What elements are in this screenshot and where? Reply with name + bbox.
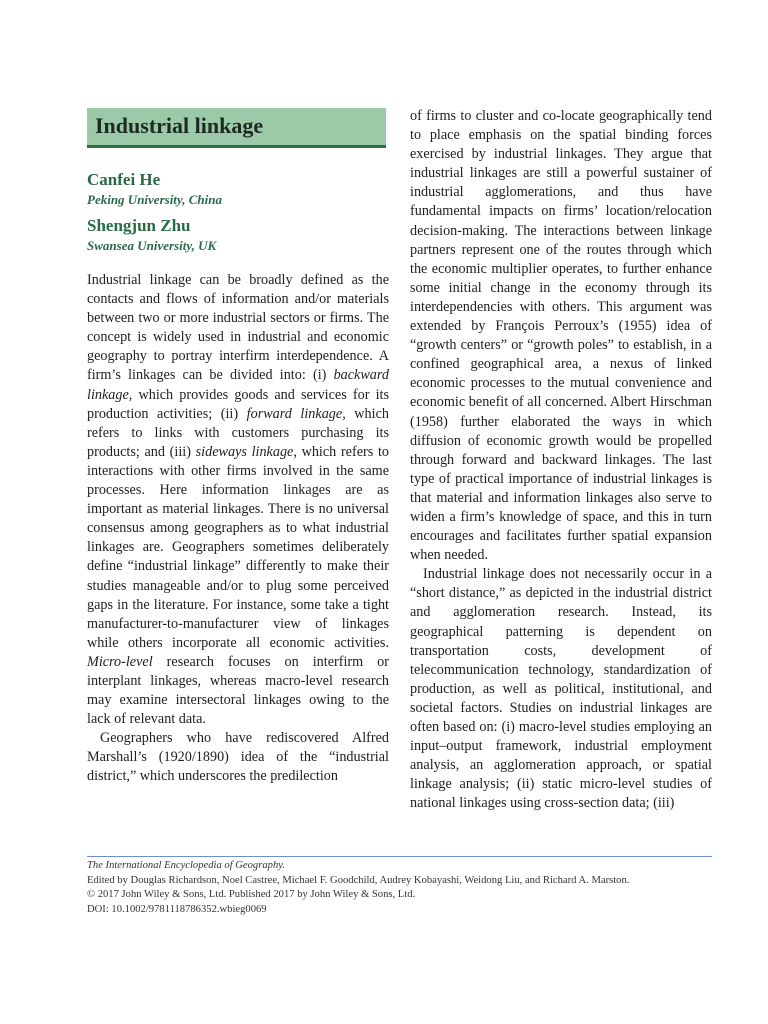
paragraph: of firms to cluster and co-locate geographically tend to place emphasis on the spatial binding forces exercised by industrial linkages. They argue that industrial linkages are still a powerful sustainer of industrial agglomerations, and thus have fundamental impacts on firms’ location/relocation decision-making. The interactions between linkage partners represent one of the routes through which the economic multiplier operates, to further enhance some initial change in the economy through its interdependencies with others. This argument was extended by François Perroux’s (1955) idea of “growth centers” or “growth poles” to establish, in a confined geographical area, a nexus of linked economic processes to the mutual convenience and economic benefit of all concerned. Albert Hirschman (1958) further elaborated the ways in which diffusion of economic growth would be propelled through forward and backward linkages. The last type of practical importance of industrial linkages is that material and information linkages also serve to widen a firm’s knowledge of space, and this in turn encourages and facilitates further spatial expansion when needed. — [410, 108, 712, 564]
text-run: , which refers to links with customers purchasing its products; and (iii) — [87, 405, 389, 460]
text-run: , which refers to interactions with other firms involved in the same processes. Here information linkages are as important as material linkages. There is no universal consensus among geographers as to what industrial linkages are. Geographers sometimes deliberately define “industrial linkage” differently to make their studies manageable and/or to plug some perceived gaps in the literature. For instance, some take a tight manufacturer-to-manufacturer view of linkages while others incorporate all economic activities. — [87, 443, 389, 651]
emphasis: backward linkage — [87, 367, 389, 403]
left-column — [87, 271, 389, 787]
author-name: Canfei He — [87, 170, 161, 189]
paragraph — [87, 271, 389, 729]
article-title: Industrial linkage — [95, 113, 264, 138]
author-affiliation: Swansea University, UK — [87, 238, 217, 253]
footer-line: Edited by Douglas Richardson, Noel Castree, Michael F. Goodchild, Audrey Kobayashi, Weidong Liu, and Richard A. Marston. — [87, 874, 630, 886]
emphasis: Micro-level — [87, 653, 153, 670]
author-name: Shengjun Zhu — [87, 216, 191, 235]
paragraph: Industrial linkage does not necessarily occur in a “short distance,” as depicted in the industrial district and agglomeration research. Instead, its geographical patterning is dependent on transportation costs, development of telecommunication technology, standardization of production, as well as political, institutional, and societal factors. Studies on industrial linkages are often based on: (i) macro-level studies employing an input–output framework, industrial employment analysis, an agglomeration approach, or spatial linkage analysis; (ii) static micro-level studies of national linkages using cross-section data; (iii) — [410, 566, 712, 812]
footer-line: The International Encyclopedia of Geography. — [87, 860, 286, 871]
author-affiliation: Peking University, China — [87, 192, 222, 207]
emphasis: sideways linkage — [195, 443, 294, 460]
right-column — [410, 107, 712, 813]
emphasis: forward linkage — [246, 405, 343, 422]
text-run: research focuses on interfirm or interplant linkages, whereas macro-level research may examine intersectoral linkages owing to the lack of relevant data. — [87, 653, 389, 728]
text-run: Industrial linkage can be broadly defined as the contacts and flows of information and/or materials between two or more industrial sectors or firms. The concept is widely used in industrial and economic geography to portray interfirm interdependence. A firm’s linkages can be divided into: (i) — [87, 272, 389, 384]
text-run: , which provides goods and services for its production activities; (ii) — [87, 386, 389, 422]
paragraph: Geographers who have rediscovered Alfred Marshall’s (1920/1890) idea of the “industrial district,” which underscores the predilection — [87, 730, 389, 785]
citation-footer — [87, 859, 727, 917]
title-banner — [87, 108, 386, 148]
footer-line: DOI: 10.1002/9781118786352.wbieg0069 — [87, 903, 267, 915]
footer-line: © 2017 John Wiley & Sons, Ltd. Published 2017 by John Wiley & Sons, Ltd. — [87, 889, 416, 901]
footer-divider — [87, 856, 712, 857]
